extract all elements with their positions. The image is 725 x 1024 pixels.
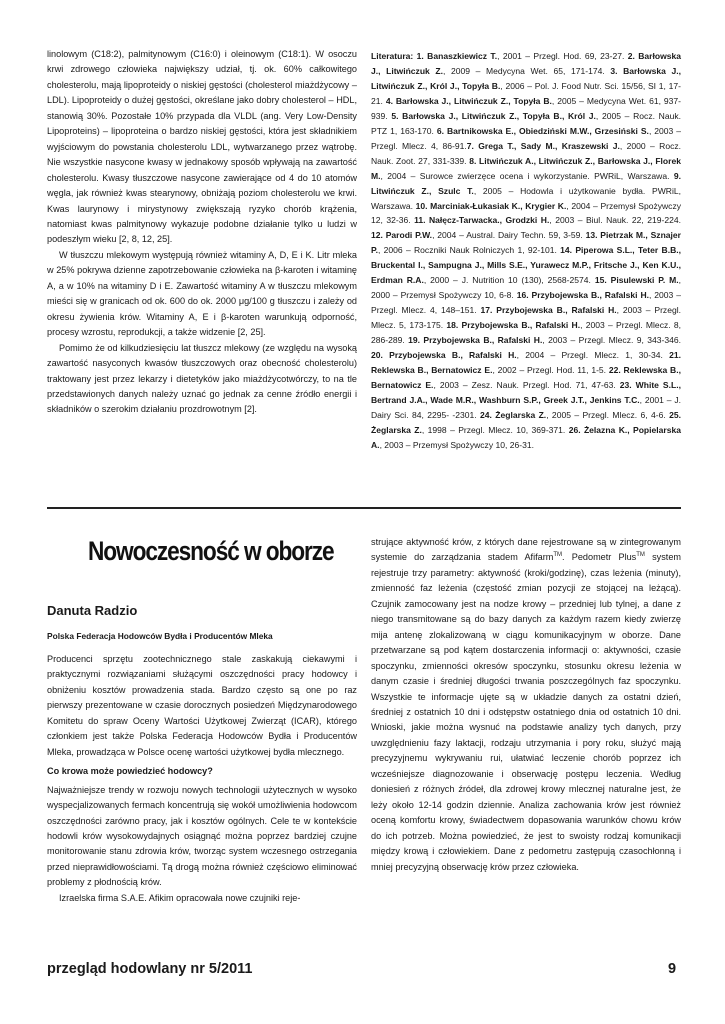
paragraph: linolowym (C18:2), palmitynowym (C16:0) i oleinowym (C18:1). W osoczu krwi zdrowego człowieka największy udział, tj. ok. 60% całkowitego cholesterolu, mają lipoproteidy o niskiej gęstości (cholesterol miażdżycowy – LDL). Lipoproteidy o dużej gęstości, określane jako dobry cholesterol – HDL, stanowią 30%. Pozostałe 10% przypada dla VLDL (ang. Very Low-Density Lipoproteins) – lipoproteina o bardzo niskiej gęstości, która jest składnikiem wyjściowym do powstania cholesterolu LDL, wytwarzanego przez wątrobę. Nie wszystkie nasycone kwasy w jednakowy sposób wpływają na zawartość cholesterolu. Kwasy tłuszczowe nasycone zawierające od 4 do 10 atomów węgla, jak również kwas stearynowy, obniżają poziom cholesterolu we krwi. Kwas laurynowy i mirystynowy zwiększają ryzyko chorób krążenia, natomiast kwas palmitynowy wykazuje podobne działanie tylko u ludzi w podeszłym wieku [2, 8, 12, 25]. xyxy=(47,49,357,245)
page-number: 9 xyxy=(668,961,677,977)
paragraph: Izraelska firma S.A.E. Afikim opracowała nowe czujniki reje- xyxy=(59,892,301,903)
reference-authors: 23. White S.L., Bertrand J.A., Wade M.R., Washburn S.P., Greek J.T., Jenkins T.C. xyxy=(371,379,681,405)
journal-footer: przegląd hodowlany nr 5/2011 xyxy=(47,961,253,977)
reference-authors: 22. Reklewska B., Bernatowicz E. xyxy=(371,365,681,390)
reference-authors: Literatura: 1. Banaszkiewicz T. xyxy=(371,51,498,61)
reference-authors: 4. Barłowska J., Litwińczuk Z., Topyła B. xyxy=(385,95,552,106)
reference-authors: 25. Żeglarska Z. xyxy=(371,409,681,435)
reference-authors: 7. Grega T., Sady M., Kraszewski J. xyxy=(466,140,620,151)
article-body-left xyxy=(47,652,357,906)
reference-authors: 3. Barłowska J., Litwińczuk Z., Król J., Topyła B. xyxy=(371,65,681,91)
reference-source: , 2000 – J. Nutrition 10 (130), 2568-2574. xyxy=(423,275,595,286)
reference-source: , 2003 – Biul. Nauk. 22, 219-224. xyxy=(549,215,681,226)
reference-authors: 19. Przybojewska B., Rafalski H. xyxy=(408,335,543,346)
paragraph: Najważniejsze trendy w rozwoju nowych technologii użytecznych w wysoko wyspecjalizowanych fermach koncentrują się wokół umożliwienia hodowcom oszczędności zarówno pracy, jak i kosztów ogólnych. Cele te w kontekście hodowli krów wysokowydajnych osiągnąć można poprzez bardziej czujne monitorowanie stanu zdrowia krów, tworząc system wczesnego ostrzegania przed nieprawidłowościami. Tą drogą można również częściowo eliminować problemy z płodnością krów. xyxy=(47,784,357,888)
reference-source: , 1998 – Przegl. Mlecz. 10, 369-371. xyxy=(421,424,569,435)
reference-authors: 17. Przybojewska B., Rafalski H. xyxy=(480,305,617,316)
reference-authors: 9. Litwińczuk Z., Szulc T. xyxy=(371,170,681,196)
reference-authors: 8. Litwińczuk A., Litwińczuk Z., Barłowska J., Florek M. xyxy=(371,155,681,181)
paragraph: W tłuszczu mlekowym występują również witaminy A, D, E i K. Litr mleka w 25% pokrywa dzienne zapotrzebowanie człowieka na β-karoten i witaminę A, a w 10% na witaminy D i E. Zawartość witaminy A w tłuszczu mlekowym mieści się w granicach od ok. 600 do ok. 2000 μg/100 g tłuszczu i zależy od okresu żywienia krów. Witaminy A, E i β-karoten warunkują odporność, procesy wzrostu, reprodukcji, a także widzenie [2, 25]. xyxy=(47,249,357,338)
reference-source: , 2003 – Przegl. Mlecz. 4, 86-91. xyxy=(371,125,681,151)
reference-source: , 2003 – Przegl. Mlecz. 5, 173-175. xyxy=(371,305,681,331)
reference-source: , 2004 – Przegl. Mlecz. 1, 30-34. xyxy=(516,350,670,361)
reference-authors: 11. Nałęcz-Tarwacka., Grodzki H. xyxy=(414,215,550,226)
reference-authors: 16. Przybojewska B., Rafalski H. xyxy=(516,290,650,301)
reference-source: , 2002 – Przegl. Hod. 11, 1-5. xyxy=(492,365,609,376)
article-body-right xyxy=(371,535,681,875)
reference-source: , 2005 – Rocz. Nauk. PTZ 1, 163-170. xyxy=(371,110,681,136)
section-heading: Co krowa może powiedzieć hodowcy? xyxy=(47,766,213,777)
reference-source: , 2004 – Surowce zwierzęce ocena i wykorzystanie. PWRiL, Warszawa. xyxy=(380,170,674,181)
reference-authors: 20. Przybojewska B., Rafalski H. xyxy=(371,350,517,361)
article-continuation xyxy=(47,47,357,418)
reference-authors: 10. Marciniak-Łukasiak K., Krygier K. xyxy=(415,200,567,211)
reference-authors: 24. Żeglarska Z. xyxy=(480,409,547,420)
reference-source: , 2003 – Przegl. Mlecz. 9, 343-346. xyxy=(542,335,681,346)
reference-authors: 6. Bartnikowska E., Obiedziński M.W., Grzesiński S. xyxy=(436,125,649,136)
paragraph: Pomimo że od kilkudziesięciu lat tłuszcz mlekowy (ze względu na wysoką zawartość nasyconych kwasów tłuszczowych oraz obecność cholesterolu) traktowany jest przez lekarzy i dietetyków jako miażdżycotwórczy, to na tle przedstawionych danych należy uznać go jednak za cenne źródło energii i składników o szerokim działaniu prozdrowotnym [2]. xyxy=(47,342,357,415)
reference-source: , 2006 – Roczniki Nauk Rolniczych 1, 92-101. xyxy=(377,245,561,256)
reference-authors: 12. Parodi P.W. xyxy=(371,230,433,241)
reference-source: , 2003 – Zesz. Nauk. Przegl. Hod. 71, 47-63. xyxy=(433,379,620,390)
reference-source: , 2003 – Przemysł Spożywczy 10, 26-31. xyxy=(379,439,534,450)
reference-source: , 2000 – Rocz. Nauk. Zoot. 27, 331-339. xyxy=(371,140,681,166)
reference-source: , 2004 – Przemysł Spożywczy 12, 32-36. xyxy=(371,200,681,226)
reference-authors: 14. Piperowa S.L., Teter B.B., Bruckental I., Sampugna J., Mills S.E., Yurawecz M.P., Fritsche J., Ken K.U., Erdman R.A. xyxy=(371,245,681,286)
reference-authors: 15. Pisulewski P. M. xyxy=(594,275,679,286)
reference-source: , 2005 – Hodowla i użytkowanie bydła. PWRiL, Warszawa. xyxy=(371,185,681,211)
reference-authors: 2. Barłowska J., Litwińczuk Z. xyxy=(371,51,681,76)
trademark-mark: TM xyxy=(553,552,563,559)
paragraph: strujące aktywność krów, z których dane rejestrowane są w zintegrowanym systemie do zarządzania stadem Afifarm™. Pedometr Plus™ system rejestruje trzy parametry: aktywność (kroki/godzinę), czas leżenia (minuty), zmienność faz leżenia (częstość zmian pozycji ze stojącej na leżącą). Czujnik zamocowany jest na nodze krowy – przedniej lub tylnej, a dane z niego transmitowane są do bazy danych za każdym razem kiedy zwierzę mija antenę zlokalizowaną w ciągu komunikacyjnym w oborze. Dane przetwarzane są pod kątem dostarczenia informacji o: aktywności, czasie spoczynku, zmienności okresów spoczynku, stosunku okresu leżenia w danym czasie i średniej długości trwania poszczególnych faz spoczynku. Wszystkie te informacje ujęte są w układzie danych za ostatni dzień, średniej z ostatnich 10 dni i odstępstw ostatniego dnia od ostatnich 10 dni. Wnioski, jakie można wysnuć na podstawie analizy tych danych, przy uwzględnieniu fazy laktacji, rodzaju utrzymania i pory roku, służyć mają precyzyjnemu wykrywaniu rui, ułatwiać leczenie chorób poprzez ich wcześniejsze diagnozowanie i obserwację postępu leczenia. Według doniesień z różnych źródeł, dla zdrowej krowy mlecznej naturalne jest, że leży około 12-14 godzin dziennie. Analiza zachowania krów jest również oceną komfortu krowy, świadectwem dopasowania warunków chowu krów do ich potrzeb. Można powiedzieć, że jest to swoisty rodzaj komunikacji między krową i człowiekiem. Dane z pedometru zastępują czasochłonną i mniej precyzyjną obserwację krów przez człowieka. xyxy=(371,537,681,872)
author-name: Danuta Radzio xyxy=(47,603,138,618)
reference-source: , 2001 – J. Dairy Sci. 84, 2295- -2301. xyxy=(371,394,681,420)
reference-source: , 2003 – Przegl. Mlecz. 8, 286-289. xyxy=(371,320,682,346)
reference-source: , 2000 – Przemysł Spożywczy 10, 6-8. xyxy=(371,275,681,301)
reference-source: , 2001 – Przegl. Hod. 69, 23-27. xyxy=(497,51,628,61)
trademark-mark: TM xyxy=(636,552,645,559)
reference-source: , 2005 – Medycyna Wet. 61, 937-939. xyxy=(371,95,681,121)
reference-authors: 18. Przybojewska B., Rafalski H. xyxy=(446,320,581,331)
section-divider xyxy=(47,507,681,509)
reference-authors: 26. Żelazna K., Popielarska A. xyxy=(371,424,681,450)
author-affiliation: Polska Federacja Hodowców Bydła i Producentów Mleka xyxy=(47,631,273,641)
reference-authors: 21. Reklewska B., Bernatowicz E. xyxy=(371,350,681,376)
reference-authors: 13. Pietrzak M., Sznajer P. xyxy=(371,230,682,256)
reference-source: , 2003 – Przegl. Mlecz. 4, 148–151. xyxy=(371,290,681,316)
reference-source: , 2004 – Austral. Dairy Techn. 59, 3-59. xyxy=(432,230,586,241)
reference-source: , 2005 – Przegl. Mlecz. 6, 4-6. xyxy=(546,409,670,420)
reference-authors: 5. Barłowska J., Litwińczuk Z., Topyła B., Król J. xyxy=(391,110,596,121)
references-list xyxy=(371,49,681,453)
reference-source: , 2006 – Pol. J. Food Nutr. Sci. 15/56, SI 1, 17-21. xyxy=(371,80,681,106)
reference-source: , 2009 – Medycyna Wet. 65, 171-174. xyxy=(443,65,611,76)
intro-paragraph: Producenci sprzętu zootechnicznego stale zaskakują ciekawymi i praktycznymi rozwiązaniami służącymi oszczędności pracy hodowcy i obniżeniu kosztów prowadzenia stada. Bardzo często są one po raz pierwszy prezentowane w czasie dorocznych posiedzeń Międzynarodowego Komitetu do spraw Oceny Wartości Użytkowej Zwierząt (ICAR), którego członkiem jest także Polska Federacja Hodowców Bydła i Producentów Mleka, prowadząca w Polsce ocenę wartości użytkowej bydła mlecznego. xyxy=(47,654,357,757)
article-title: Nowoczesność w oborze xyxy=(88,536,334,566)
